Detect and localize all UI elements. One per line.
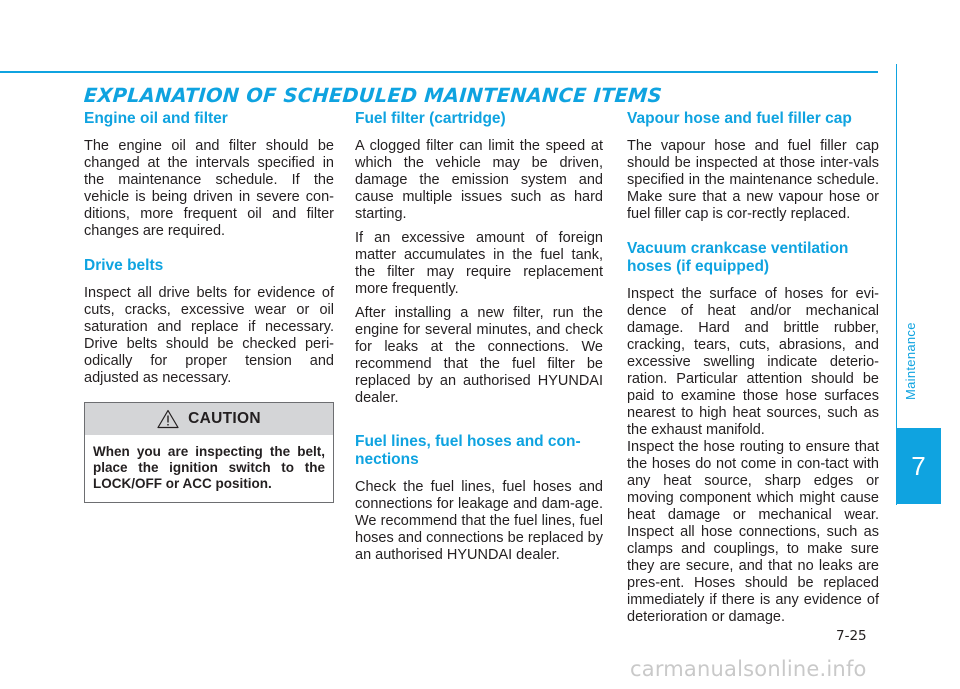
page-number: 7-25	[836, 628, 867, 644]
chapter-number: 7	[911, 450, 926, 481]
column-3	[627, 110, 879, 633]
paragraph-engine-oil: The engine oil and filter should be changed at the intervals specified in the maintenance schedule. If the vehicle is being driven in severe con-ditions, more frequent oil and filter changes are required.	[84, 138, 334, 239]
caution-label: CAUTION	[188, 410, 261, 427]
caution-text: When you are inspecting the belt, place the ignition switch to the LOCK/OFF or ACC position.	[93, 444, 325, 491]
paragraph-vapour-hose: The vapour hose and fuel filler cap should be inspected at those inter-vals specified in the maintenance schedule. Make sure that a new vapour hose or fuel filler cap is cor-rectly replaced.	[627, 138, 879, 222]
paragraph-drive-belts: Inspect all drive belts for evidence of cuts, cracks, excessive wear or oil saturation and replace if necessary. Drive belts should be checked peri-odically for proper tension and adjusted as necessary.	[84, 285, 334, 386]
section-title: EXPLANATION OF SCHEDULED MAINTENANCE ITEMS	[83, 84, 663, 107]
heading-engine-oil: Engine oil and filter	[84, 110, 228, 127]
paragraph-fuel-filter-1: A clogged filter can limit the speed at which the vehicle may be driven, damage the emission system and cause multiple issues such as hard starting.	[355, 138, 603, 222]
top-rule	[0, 71, 878, 73]
paragraph-vacuum-hoses-2: Inspect the hose routing to ensure that the hoses do not come in con-tact with any heat source, sharp edges or moving component which might cause heat damage or mechanical wear. Inspect all hose connections, such as clamps and couplings, to make sure they are secure, and that no leaks are pres-ent. Hoses should be replaced immediately if there is any evidence of deterioration or damage.	[627, 439, 879, 625]
heading-vacuum-hoses: Vacuum crankcase ventilation hoses (if equipped)	[627, 240, 849, 275]
paragraph-fuel-lines: Check the fuel lines, fuel hoses and connections for leakage and dam-age. We recommend that the fuel lines, fuel hoses and connections be replaced by an authorised HYUNDAI dealer.	[355, 479, 603, 563]
column-1	[84, 110, 334, 503]
caution-header	[85, 403, 333, 435]
paragraph-fuel-filter-3: After installing a new filter, run the engine for several minutes, and check for leaks at the connections. We recommend that the fuel filter be replaced by an authorised HYUNDAI dealer.	[355, 305, 603, 406]
caution-box	[84, 402, 334, 503]
column-2	[355, 110, 603, 571]
heading-fuel-filter: Fuel filter (cartridge)	[355, 110, 506, 127]
paragraph-vacuum-hoses-1: Inspect the surface of hoses for evi-dence of heat and/or mechanical damage. Hard and brittle rubber, cracking, tears, cuts, abrasions, and excessive swelling indicate deterio-ration. Particular attention should be paid to examine those hose surfaces nearest to high heat sources, such as the exhaust manifold.	[627, 286, 879, 438]
heading-vapour-hose: Vapour hose and fuel filler cap	[627, 110, 852, 127]
watermark: carmanualsonline.info	[630, 657, 867, 681]
heading-drive-belts: Drive belts	[84, 257, 164, 274]
chapter-box	[896, 428, 941, 504]
heading-fuel-lines: Fuel lines, fuel hoses and con-nections	[355, 433, 581, 468]
side-tab-label: Maintenance	[903, 322, 918, 400]
warning-triangle-icon	[157, 409, 179, 429]
paragraph-fuel-filter-2: If an excessive amount of foreign matter accumulates in the fuel tank, the filter may require replacement more frequently.	[355, 230, 603, 297]
